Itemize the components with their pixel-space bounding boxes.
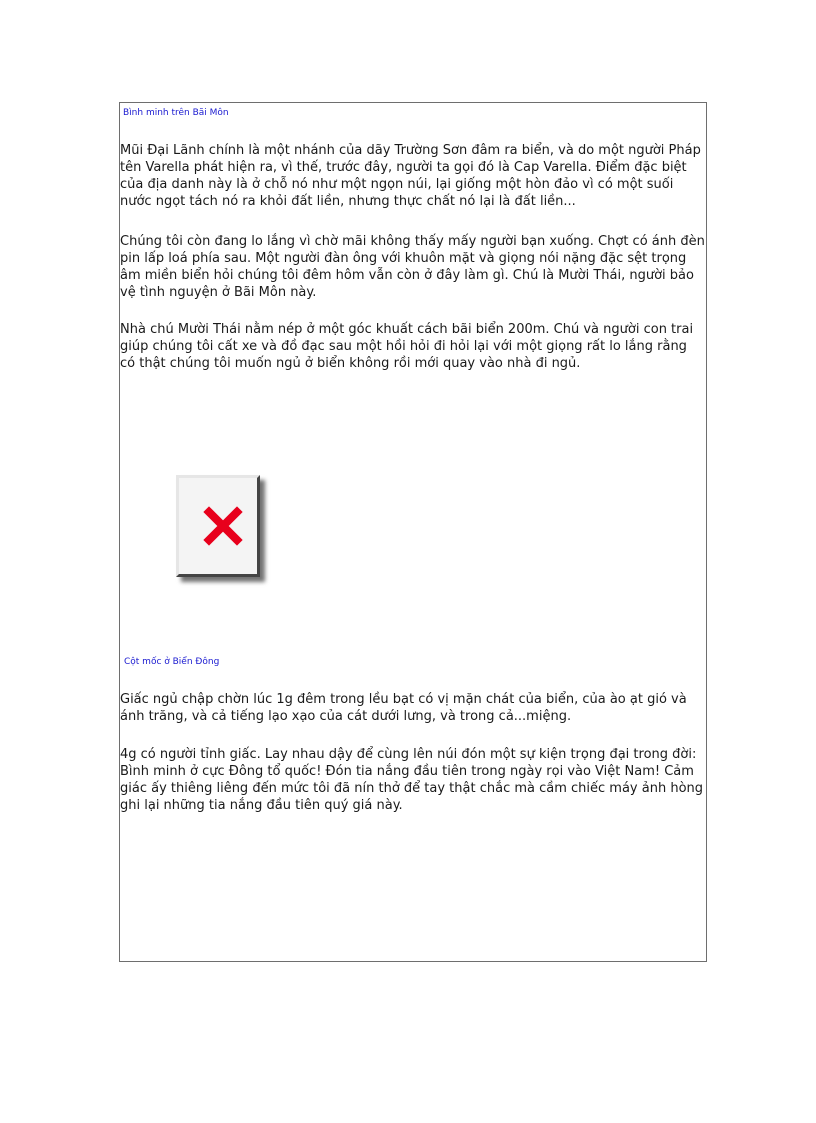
broken-image-placeholder xyxy=(176,475,268,585)
paragraph-binh-minh-cuc-dong: 4g có người tỉnh giấc. Lay nhau dậy để cùng lên núi đón một sự kiện trọng đại trong đời: Bình minh ở cực Đông tổ quốc! Đón tia nắng đầu tiên trong ngày rọi vào Việt Nam! Cảm giác ấy thiêng liêng đến mức tôi đã nín thở để tay thật chắc mà cầm chiếc máy ảnh hòng ghi lại những tia nắng đầu tiên quý giá này. xyxy=(120,747,704,813)
section-title-cot-moc: Cột mốc ở Biển Đông xyxy=(124,657,220,667)
paragraph-mui-dai-lanh: Mũi Đại Lãnh chính là một nhánh của dãy Trường Sơn đâm ra biển, và do một người Pháp tên Varella phát hiện ra, vì thế, trước đây, người ta gọi đó là Cap Varella. Điểm đặc biệt của địa danh này là ở chỗ nó như một ngọn núi, lại giống một hòn đảo vì có một suối nước ngọt tách nó ra khỏi đất liền, nhưng thực chất nó lại là đất liền... xyxy=(120,143,701,209)
paragraph-giac-ngu: Giấc ngủ chập chờn lúc 1g đêm trong lều bạt có vị mặn chát của biển, của ào ạt gió và ánh trăng, và cả tiếng lạo xạo của cát dưới lưng, và trong cả...miệng. xyxy=(120,692,687,724)
section-title-binh-minh: Bình minh trên Bãi Môn xyxy=(123,108,229,118)
paragraph-nha-chu: Nhà chú Mười Thái nằm nép ở một góc khuất cách bãi biển 200m. Chú và người con trai giúp chúng tôi cất xe và đồ đạc sau một hồi hỏi đi hỏi lại với một giọng rất lo lắng rằng có thật chúng tôi muốn ngủ ở biển không rồi mới quay vào nhà đi ngủ. xyxy=(120,322,694,371)
broken-image-icon xyxy=(201,504,245,548)
article-frame xyxy=(119,102,707,962)
paragraph-muoi-thai: Chúng tôi còn đang lo lắng vì chờ mãi không thấy mấy người bạn xuống. Chợt có ánh đèn pin lấp loá phía sau. Một người đàn ông với khuôn mặt và giọng nói nặng đặc sệt trọng âm miền biển hỏi chúng tôi đêm hôm vẫn còn ở đây làm gì. Chú là Mười Thái, người bảo vệ tình nguyện ở Bãi Môn này. xyxy=(120,234,705,300)
